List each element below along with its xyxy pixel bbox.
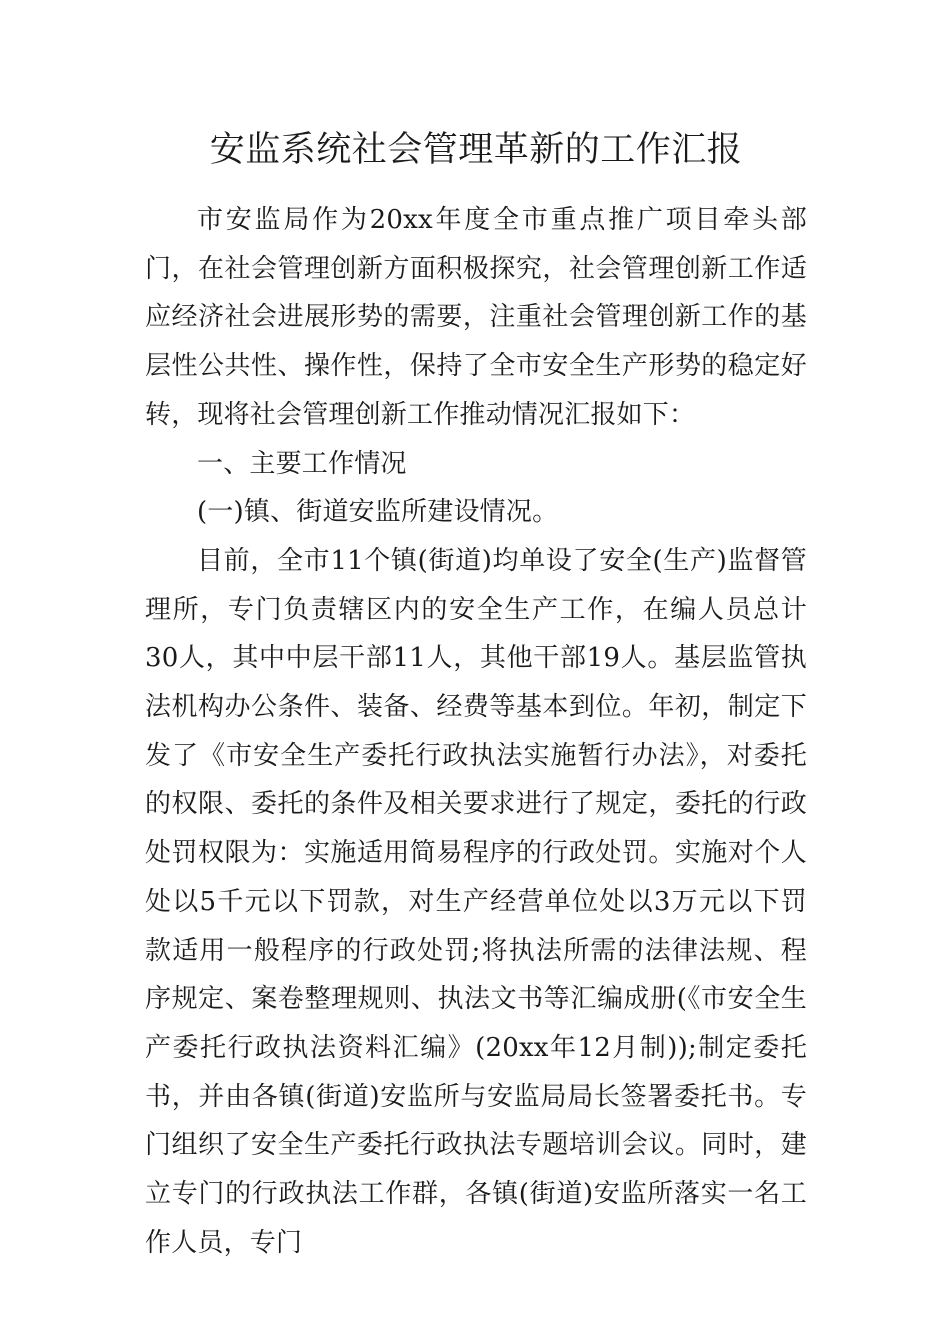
subsection-heading-safety-office: (一)镇、街道安监所建设情况。: [197, 497, 559, 528]
document-page: [145, 118, 807, 1267]
section-heading-main-work: 一、主要工作情况: [197, 448, 407, 479]
paragraph-intro: 市安监局作为20xx年度全市重点推广项目牵头部门，在社会管理创新方面积极探究，社会管理创新工作适应经济社会进展形势的需要，注重社会管理创新工作的基层性公共性、操作性，保持了全市安全生产形势的稳定好转，现将社会管理创新工作推动情况汇报如下：: [145, 205, 807, 430]
document-title: 安监系统社会管理革新的工作汇报: [209, 130, 743, 170]
paragraph-body: 目前，全市11个镇(街道)均单设了安全(生产)监督管理所，专门负责辖区内的安全生产工作，在编人员总计30人，其中中层干部11人，其他干部19人。基层监管执法机构办公条件、装备、经费等基本到位。年初，制定下发了《市安全生产委托行政执法实施暂行办法》，对委托的权限、委托的条件及相关要求进行了规定，委托的行政处罚权限为：实施适用简易程序的行政处罚。实施对个人处以5千元以下罚款，对生产经营单位处以3万元以下罚款适用一般程序的行政处罚;将执法所需的法律法规、程序规定、案卷整理规则、执法文书等汇编成册(《市安全生产委托行政执法资料汇编》(20xx年12月制));制定委托书，并由各镇(街道)安监所与安监局局长签署委托书。专门组织了安全生产委托行政执法专题培训会议。同时，建立专门的行政执法工作群，各镇(街道)安监所落实一名工作人员，专门: [145, 545, 807, 1258]
